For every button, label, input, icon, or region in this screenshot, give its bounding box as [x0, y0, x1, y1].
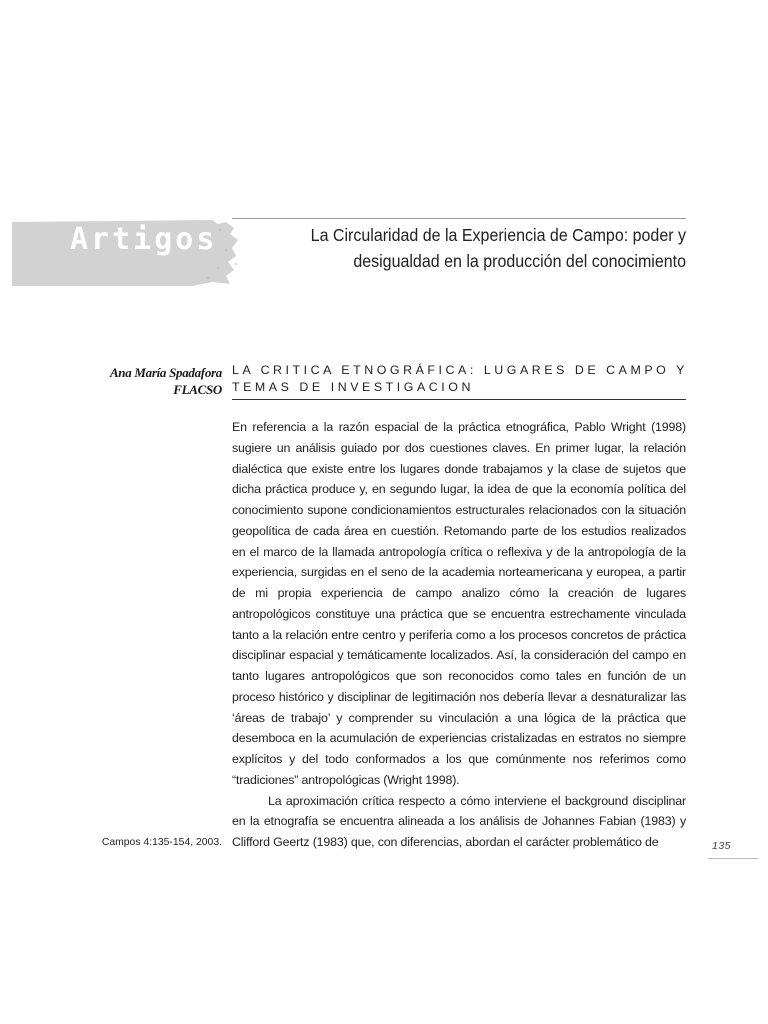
- banner-label: Artigos: [70, 222, 218, 257]
- author-name: Ana María Spadafora: [109, 365, 222, 380]
- section-heading: LA CRITICA ETNOGRÁFICA: LUGARES DE CAMPO Y TEMAS DE INVESTIGACION: [232, 363, 688, 394]
- page-rule: [708, 858, 758, 859]
- section-banner: [12, 220, 240, 286]
- article-title: La Circularidad de la Experiencia de Campo: poder y desigualdad en la producción del conocimiento: [310, 225, 686, 271]
- author-affiliation: FLACSO: [173, 382, 222, 397]
- body-paragraph: En referencia a la razón espacial de la práctica etnográfica, Pablo Wright (1998) sugiere un análisis guiado por dos cuestiones claves. En primer lugar, la relación dialéctica que existe entre los lugares donde trabajamos y la clase de sujetos que dicha práctica produce y, en segundo lugar, la idea de que la economía política del conocimiento supone condicionamientos estructurales relacionados con la situación geopolítica de cada área en cuestión. Retomando parte de los estudios realizados en el marco de la llamada antropología crítica o reflexiva y de la antropología de la experiencia, surgidas en el seno de la academia norteamericana y europea, a partir de mi propia experiencia de campo analizo cómo la creación de lugares antropológicos constituye una práctica que se encuentra estrechamente vinculada tanto a la relación entre centro y periferia como a los procesos concretos de práctica disciplinar espacial y temáticamente localizados. Así, la consideración del campo en tanto lugares antropológicos que son reconocidos como tales en función de un proceso histórico y disciplinar de legitimación nos debería llevar a desnaturalizar las ‘áreas de trabajo’ y comprender su vinculación a una lógica de la práctica que desemboca en la acumulación de experiencias cristalizadas en estratos no siempre explícitos y del todo conformados a los que comúnmente nos referimos como “tradiciones” antropológicas (Wright 1998).: [232, 420, 686, 787]
- body-paragraph: La aproximación crítica respecto a cómo interviene el background disciplinar en la etnografía se encuentra alineada a los análisis de Johannes Fabian (1983) y Clifford Geertz (1983) que, con diferencias, abordan el carácter problemático de: [232, 793, 686, 849]
- article-body: [232, 417, 686, 853]
- journal-citation: Campos 4:135-154, 2003.: [101, 837, 222, 848]
- header-rule: [232, 218, 686, 219]
- author-block: [60, 364, 222, 398]
- section-rule: [232, 399, 686, 400]
- page-number: 135: [712, 840, 732, 852]
